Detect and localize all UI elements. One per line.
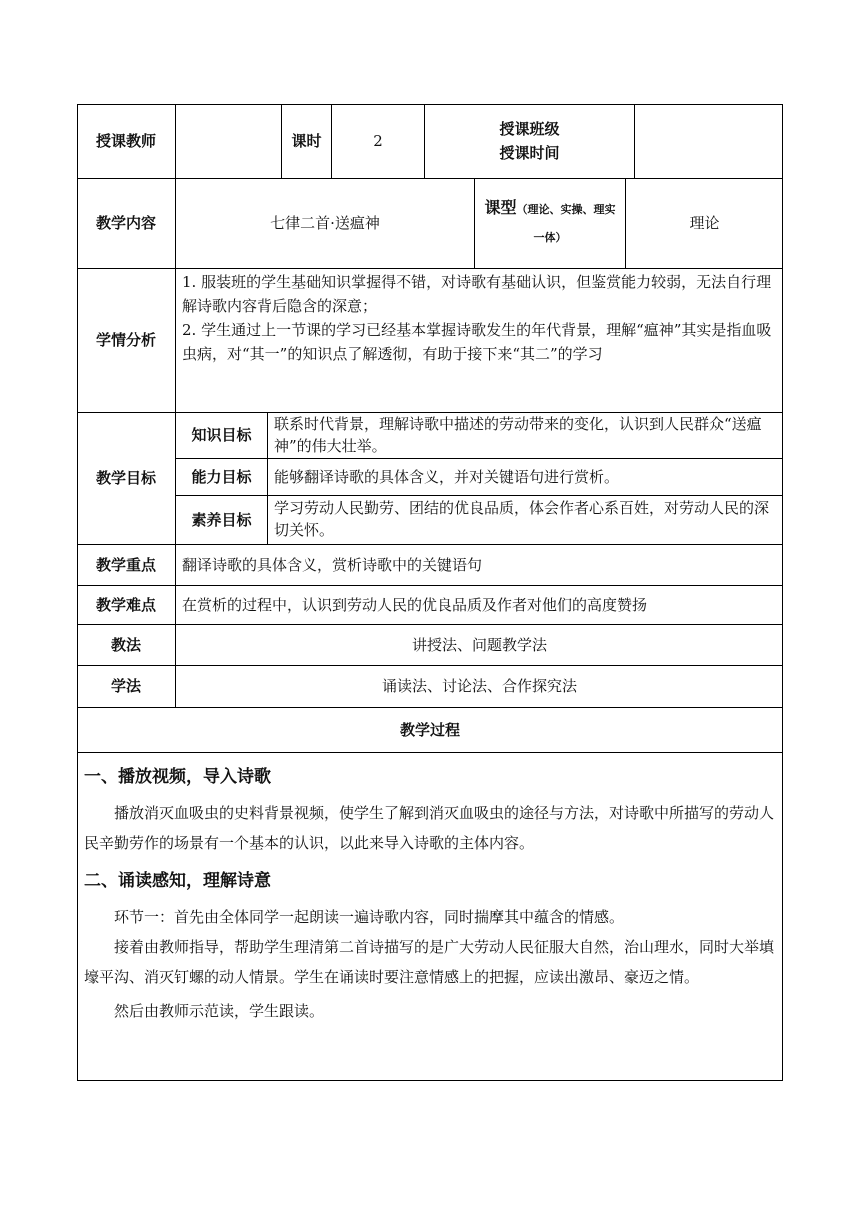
knowledge-goal-label: 知识目标 xyxy=(191,426,252,444)
section-paragraph: 环节一：首先由全体同学一起朗读一遍诗歌内容，同时揣摩其中蕴含的情感。 xyxy=(114,908,625,926)
type-label-wrap xyxy=(482,195,618,251)
study-method-label: 学法 xyxy=(110,677,141,695)
section-paragraph: 然后由教师示范读，学生跟读。 xyxy=(114,1002,325,1020)
analysis-label: 学情分析 xyxy=(95,331,156,349)
type-value: 理论 xyxy=(689,214,720,232)
study-method-text: 诵读法、讨论法、合作探究法 xyxy=(381,677,577,695)
process-title: 教学过程 xyxy=(399,720,460,739)
literacy-goal-text: 学习劳动人民勤劳、团结的优良品质，体会作者心系百姓，对劳动人民的深切关怀。 xyxy=(274,499,770,539)
teacher-label: 授课教师 xyxy=(95,132,156,150)
analysis-item: 2. 学生通过上一节课的学习已经基本掌握诗歌发生的年代背景，理解“瘟神”其实是指血吸虫病，对“其一”的知识点了解透彻，有助于接下来“其二”的学习 xyxy=(182,321,772,363)
goals-label: 教学目标 xyxy=(95,469,156,487)
type-label-cell xyxy=(475,178,625,268)
literacy-goal-label: 素养目标 xyxy=(191,510,252,529)
analysis-item: 1. 服装班的学生基础知识掌握得不错，对诗歌有基础认识，但鉴赏能力较弱，无法自行理解诗歌内容背后隐含的深意； xyxy=(182,273,772,315)
time-label: 授课时间 xyxy=(499,144,560,162)
key-points-text: 翻译诗歌的具体含义，赏析诗歌中的关键语句 xyxy=(182,555,483,574)
knowledge-goal-text: 联系时代背景，理解诗歌中描述的劳动带来的变化，认识到人民群众“送瘟神”的伟大壮举。 xyxy=(274,415,762,455)
section-heading: 一、播放视频，导入诗歌 xyxy=(84,767,271,787)
section-paragraph: 播放消灭血吸虫的史料背景视频，使学生了解到消灭血吸虫的途径与方法，对诗歌中所描写的劳动人民辛勤劳作的场景有一个基本的认识，以此来导入诗歌的主体内容。 xyxy=(84,804,775,852)
class-label: 授课班级 xyxy=(499,120,560,138)
ability-goal-label: 能力目标 xyxy=(191,467,252,486)
content-value: 七律二首·送瘟神 xyxy=(270,214,380,232)
type-label: 课型 xyxy=(484,198,517,217)
analysis-text xyxy=(176,268,783,412)
teacher-value xyxy=(176,104,281,178)
ability-goal-text: 能够翻译诗歌的具体含义，并对关键语句进行赏析。 xyxy=(274,467,620,486)
content-label: 教学内容 xyxy=(95,214,156,232)
difficulties-text: 在赏析的过程中，认识到劳动人民的优良品质及作者对他们的高度赞扬 xyxy=(182,595,648,614)
section-paragraph: 接着由教师指导，帮助学生理清第二首诗描写的是广大劳动人民征服大自然，治山理水，同时大举填壕平沟、消灭钉螺的动人情景。学生在诵读时要注意情感上的把握，应读出激昂、豪迈之情。 xyxy=(84,938,775,986)
row-divider xyxy=(77,752,783,753)
class-time-value xyxy=(635,104,783,178)
teaching-method-label: 教法 xyxy=(110,635,141,654)
class-time-labels xyxy=(425,104,634,178)
teaching-method-text: 讲授法、问题教学法 xyxy=(411,635,547,654)
type-note: （理论、实操、理实一体） xyxy=(516,203,616,244)
difficulties-label: 教学难点 xyxy=(95,595,156,614)
process-body xyxy=(84,760,776,1075)
section-heading: 二、诵读感知，理解诗意 xyxy=(84,871,271,891)
period-label: 课时 xyxy=(291,132,322,150)
period-value: 2 xyxy=(373,132,383,150)
key-points-label: 教学重点 xyxy=(95,555,156,574)
